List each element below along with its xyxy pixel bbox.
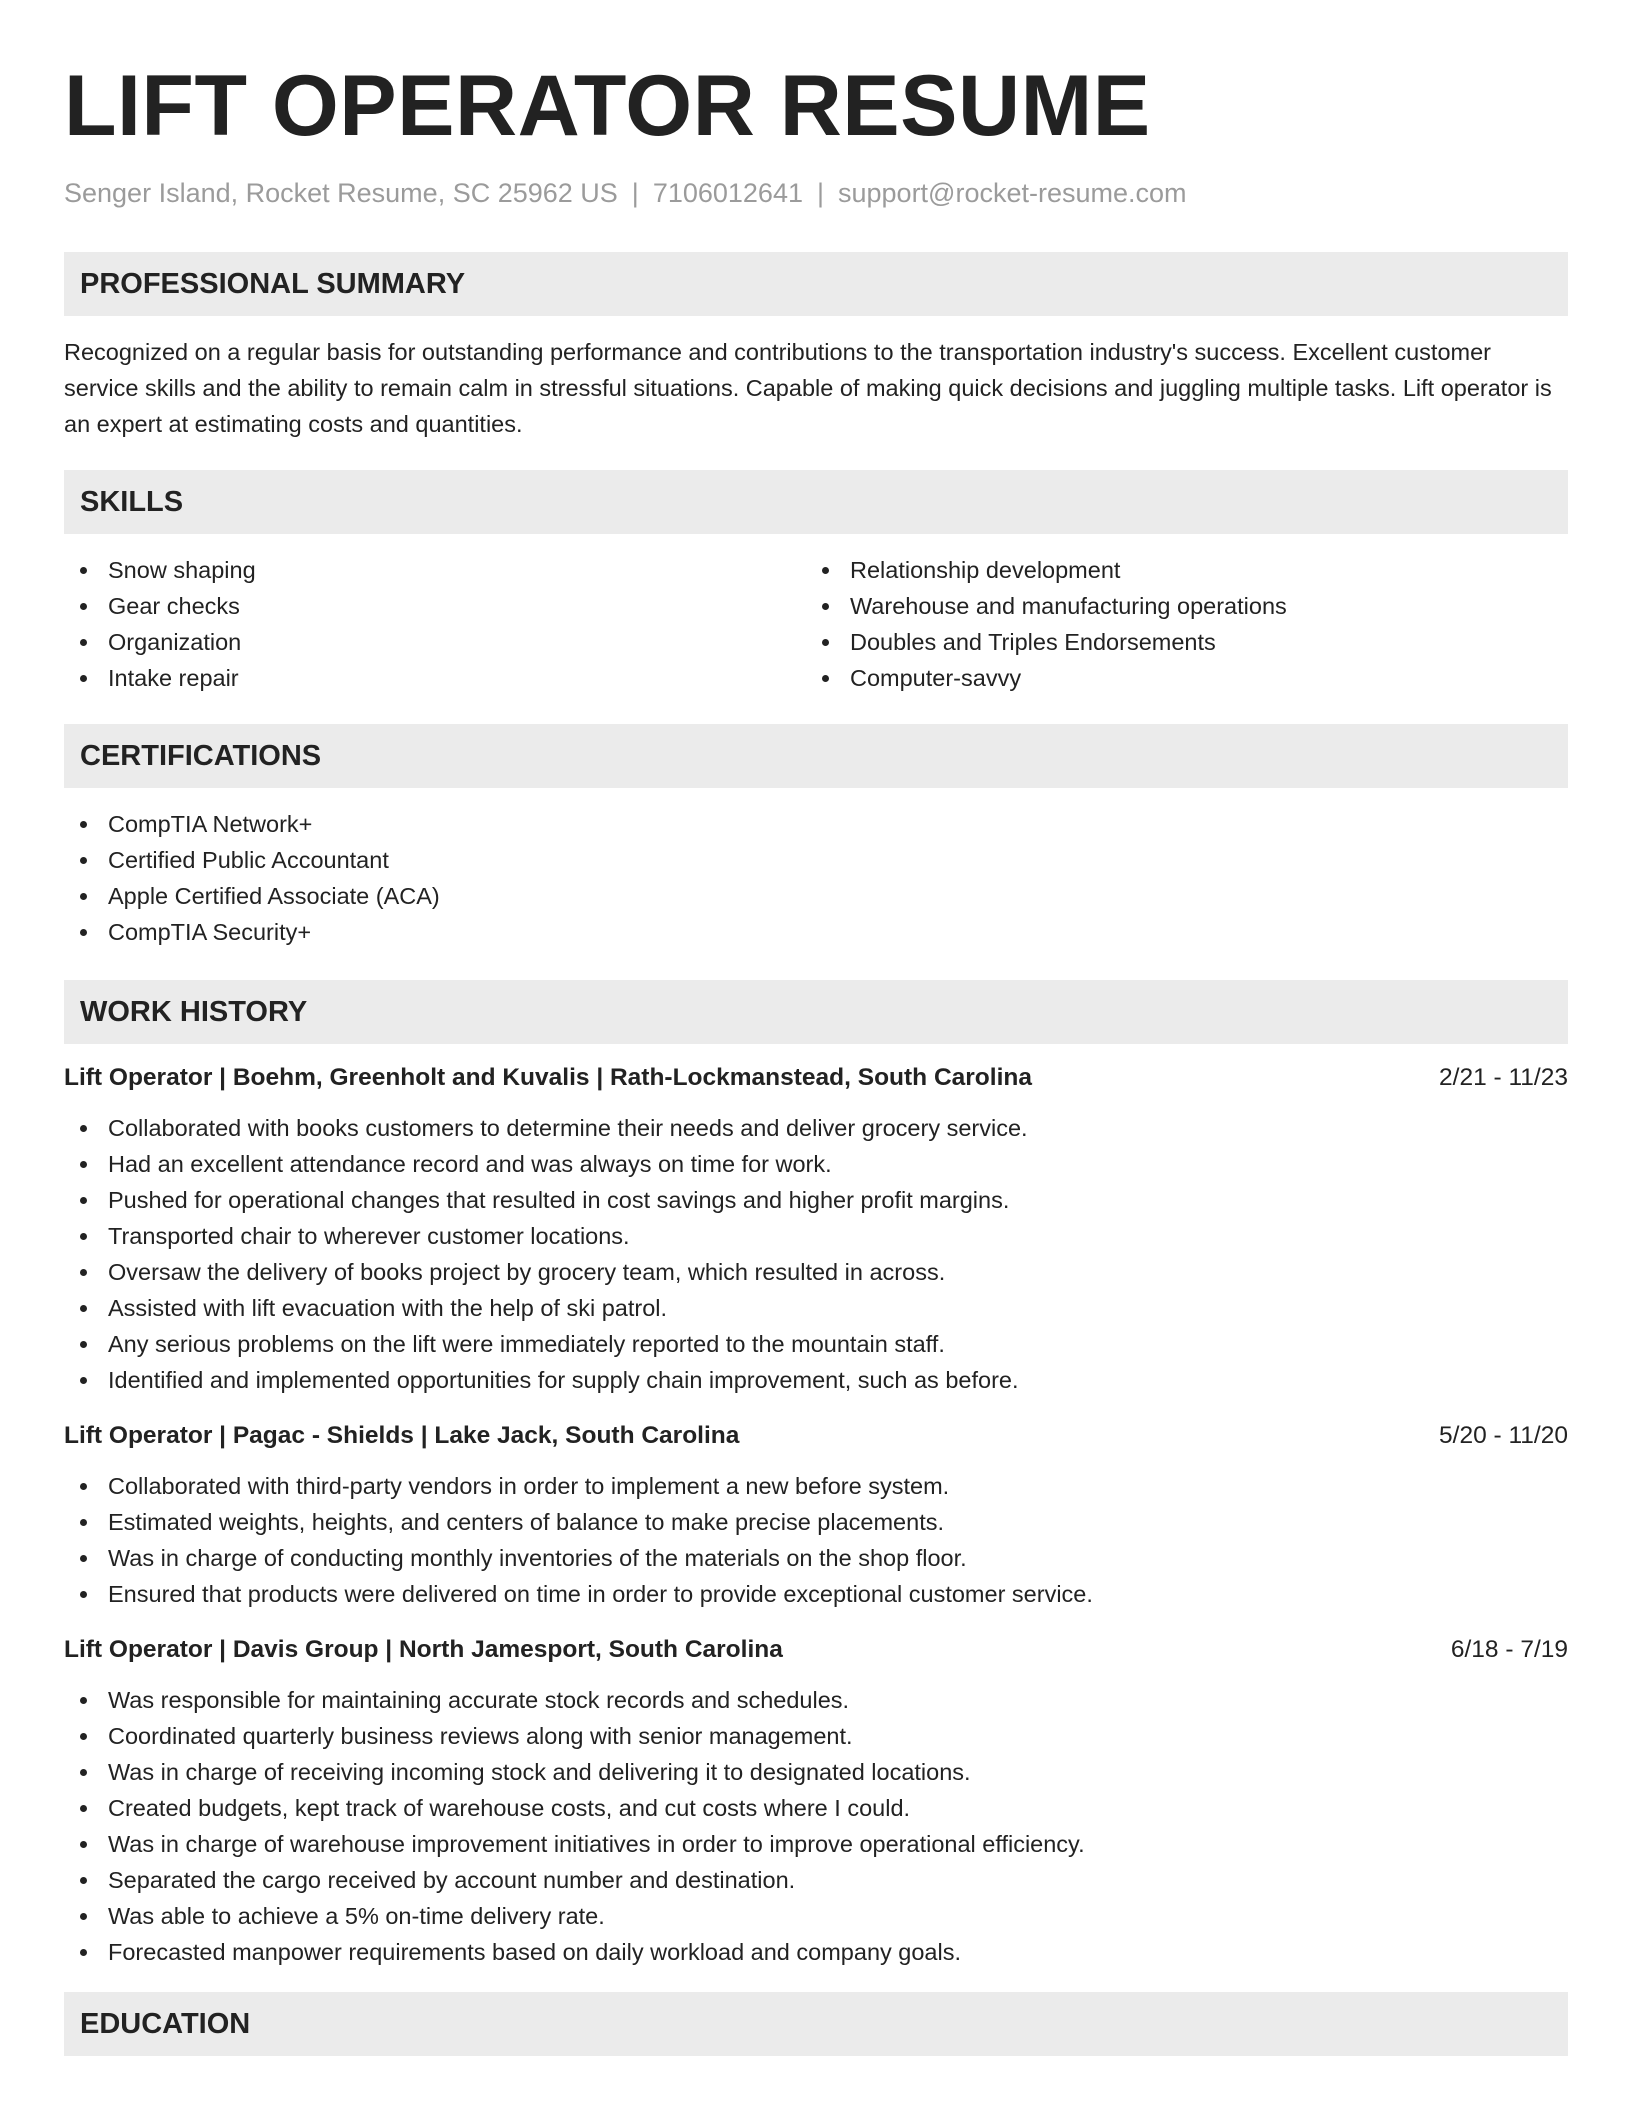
job-bullet-list: [64, 1682, 1568, 1970]
job-bullet: Transported chair to wherever customer locations.: [64, 1218, 1568, 1254]
skill-item: Intake repair: [64, 660, 806, 696]
section-header-education: EDUCATION: [64, 1992, 1568, 2056]
certification-item: CompTIA Network+: [64, 806, 1568, 842]
section-header-certifications: CERTIFICATIONS: [64, 724, 1568, 788]
skill-item: Doubles and Triples Endorsements: [806, 624, 1548, 660]
job-bullet: Had an excellent attendance record and was always on time for work.: [64, 1146, 1568, 1182]
contact-address: Senger Island, Rocket Resume, SC 25962 US: [64, 178, 618, 208]
job-bullet-list: [64, 1110, 1568, 1398]
certifications-list: [64, 806, 1568, 950]
job-bullet: Separated the cargo received by account number and destination.: [64, 1862, 1568, 1898]
skills-column-left: [64, 552, 806, 696]
job-bullet: Pushed for operational changes that resulted in cost savings and higher profit margins.: [64, 1182, 1568, 1218]
job-bullet: Was in charge of conducting monthly inventories of the materials on the shop floor.: [64, 1540, 1568, 1576]
job-bullet: Estimated weights, heights, and centers of balance to make precise placements.: [64, 1504, 1568, 1540]
job-bullet: Coordinated quarterly business reviews along with senior management.: [64, 1718, 1568, 1754]
skill-item: Relationship development: [806, 552, 1548, 588]
job-bullet: Collaborated with third-party vendors in order to implement a new before system.: [64, 1468, 1568, 1504]
skills-list: [64, 552, 1568, 696]
job-header: [64, 1418, 1568, 1454]
skill-item: Snow shaping: [64, 552, 806, 588]
job-header: [64, 1632, 1568, 1668]
certification-item: Certified Public Accountant: [64, 842, 1568, 878]
job-bullet: Any serious problems on the lift were immediately reported to the mountain staff.: [64, 1326, 1568, 1362]
resume-page: [64, 0, 1568, 2056]
job-dates: 6/18 - 7/19: [1450, 1636, 1568, 1663]
job-bullet: Was able to achieve a 5% on-time delivery rate.: [64, 1898, 1568, 1934]
job-bullet: Oversaw the delivery of books project by grocery team, which resulted in across.: [64, 1254, 1568, 1290]
job-bullet: Ensured that products were delivered on time in order to provide exceptional customer service.: [64, 1576, 1568, 1612]
skill-item: Gear checks: [64, 588, 806, 624]
job-bullet: Assisted with lift evacuation with the help of ski patrol.: [64, 1290, 1568, 1326]
contact-email: support@rocket-resume.com: [838, 178, 1187, 208]
job-bullet: Was in charge of warehouse improvement initiatives in order to improve operational efficiency.: [64, 1826, 1568, 1862]
job-dates: 5/20 - 11/20: [1439, 1422, 1568, 1449]
job-title-line: Lift Operator | Davis Group | North Jamesport, South Carolina: [64, 1636, 783, 1663]
job-entry: [64, 1418, 1568, 1612]
job-bullet-list: [64, 1468, 1568, 1612]
job-bullet: Was in charge of receiving incoming stock and delivering it to designated locations.: [64, 1754, 1568, 1790]
summary-text: Recognized on a regular basis for outstanding performance and contributions to the transportation industry's success. Excellent customer service skills and the ability to remain calm in stressful situations. Capable of making quick decisions and juggling multiple tasks. Lift operator is an expert at estimating costs and quantities.: [64, 339, 1552, 437]
job-bullet: Forecasted manpower requirements based on daily workload and company goals.: [64, 1934, 1568, 1970]
resume-title: LIFT OPERATOR RESUME: [64, 58, 1151, 154]
certification-item: CompTIA Security+: [64, 914, 1568, 950]
contact-separator: |: [816, 178, 824, 208]
job-entry: [64, 1060, 1568, 1398]
job-title-line: Lift Operator | Pagac - Shields | Lake Jack, South Carolina: [64, 1422, 740, 1449]
section-header-skills: SKILLS: [64, 470, 1568, 534]
skills-column-right: [806, 552, 1548, 696]
job-bullet: Identified and implemented opportunities for supply chain improvement, such as before.: [64, 1362, 1568, 1398]
skill-item: Organization: [64, 624, 806, 660]
job-title-line: Lift Operator | Boehm, Greenholt and Kuvalis | Rath-Lockmanstead, South Carolina: [64, 1064, 1032, 1091]
job-header: [64, 1060, 1568, 1096]
skill-item: Computer-savvy: [806, 660, 1548, 696]
skill-item: Warehouse and manufacturing operations: [806, 588, 1548, 624]
contact-line: [64, 176, 1568, 210]
job-bullet: Was responsible for maintaining accurate stock records and schedules.: [64, 1682, 1568, 1718]
job-entry: [64, 1632, 1568, 1970]
job-dates: 2/21 - 11/23: [1439, 1064, 1568, 1091]
certification-item: Apple Certified Associate (ACA): [64, 878, 1568, 914]
section-header-work-history: WORK HISTORY: [64, 980, 1568, 1044]
contact-phone: 7106012641: [652, 178, 803, 208]
job-bullet: Collaborated with books customers to determine their needs and deliver grocery service.: [64, 1110, 1568, 1146]
job-bullet: Created budgets, kept track of warehouse costs, and cut costs where I could.: [64, 1790, 1568, 1826]
section-header-summary: PROFESSIONAL SUMMARY: [64, 252, 1568, 316]
contact-separator: |: [631, 178, 639, 208]
